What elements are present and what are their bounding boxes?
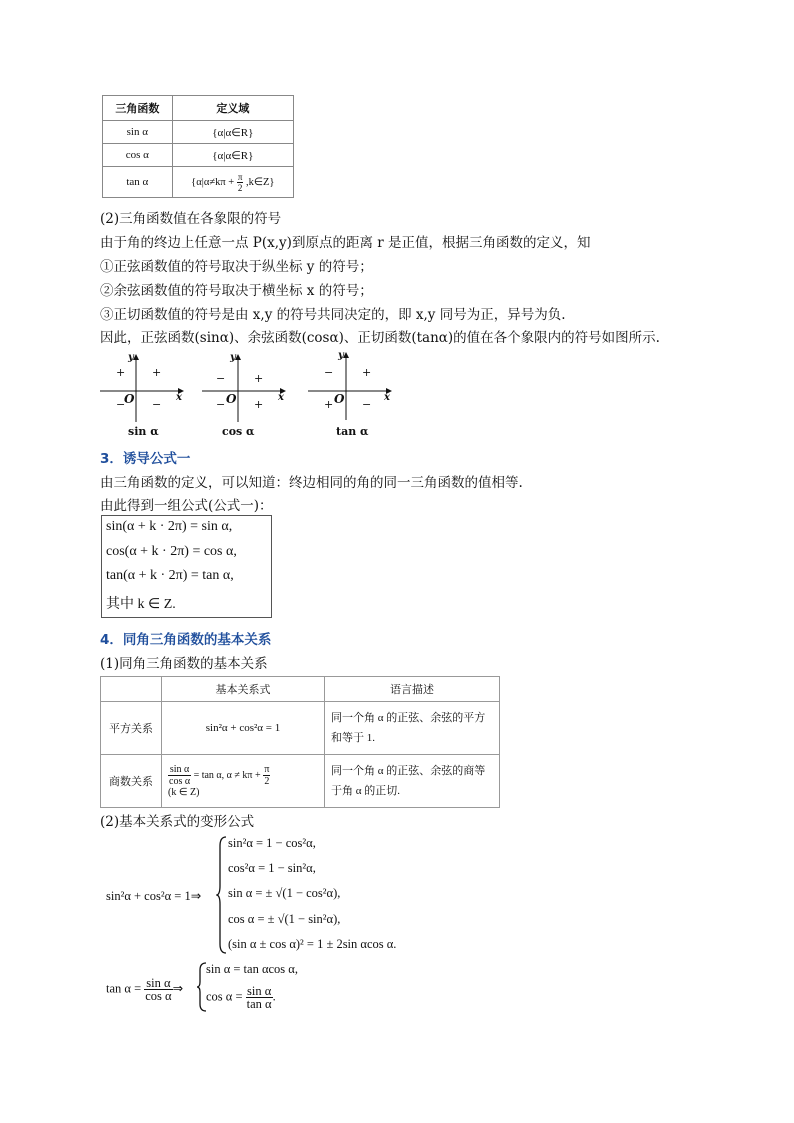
formula-line: tan(α + k · 2π) = tan α, [106, 568, 234, 583]
quadrant-3-sign: − [116, 398, 126, 411]
table-cell: cos α [103, 144, 173, 167]
section-heading [100, 447, 190, 467]
frac-num: sin α [246, 984, 272, 998]
variant-item: cos²α = 1 − sin²α, [228, 861, 316, 875]
tan-sign-diagram [306, 350, 396, 440]
domain-table [102, 95, 294, 198]
lhs-pre: tan α = [106, 981, 142, 996]
diagram-caption: sin α [128, 425, 159, 438]
paragraph-line: ③正切函数值的符号是由 x,y 的符号共同决定的，即 x,y 同号为正，异号为负. [100, 307, 566, 323]
basic-relations-table [100, 676, 500, 808]
variant-item: cos α = ± √(1 − sin²α), [228, 912, 341, 926]
quotient-fraction [168, 764, 191, 787]
table-cell: {α|α∈R} [172, 144, 293, 167]
paragraph-line: 由此得到一组公式(公式一)： [100, 498, 273, 514]
table-cell: tan α [103, 167, 173, 198]
table-cell: 同一个角 α 的正弦、余弦的商等于角 α 的正切. [325, 755, 500, 808]
section-subtitle: (2)三角函数值在各象限的符号 [100, 211, 282, 227]
section-subtitle: (2)基本关系式的变形公式 [100, 814, 255, 830]
frac-num: sin α [144, 977, 172, 990]
diagram-caption: tan α [336, 425, 369, 438]
formula-line: sin(α + k · 2π) = sin α, [106, 519, 233, 534]
origin-label: O [334, 392, 345, 406]
domain-pre: {α|α≠kπ + [191, 176, 235, 188]
section-title: 同角三角函数的基本关系 [122, 632, 272, 648]
table-cell: 同一个角 α 的正弦、余弦的平方和等于 1. [325, 702, 500, 755]
frac-num: π [237, 171, 243, 182]
left-brace [216, 836, 228, 954]
y-axis-label: y [338, 350, 344, 361]
formula-box [101, 515, 272, 618]
frac-den: 2 [237, 182, 243, 193]
quotient-condition: (k ∈ Z) [168, 787, 200, 798]
formula-line: 其中 k ∈ Z. [106, 596, 176, 612]
quadrant-3-sign: − [216, 398, 226, 411]
paragraph-line: 由三角函数的定义，可以知道：终边相同的角的同一三角函数的值相等. [100, 475, 523, 491]
table-cell [172, 167, 293, 198]
paragraph-line: ①正弦函数值的符号取决于纵坐标 y 的符号； [100, 259, 373, 275]
quadrant-4-sign: − [152, 398, 162, 411]
x-axis-label: x [384, 392, 390, 403]
table-header [101, 677, 162, 702]
section-subtitle: (1)同角三角函数的基本关系 [100, 656, 268, 672]
section-heading [100, 628, 271, 648]
table-cell: sin²α + cos²α = 1 [162, 702, 325, 755]
item-pre: cos α = [206, 989, 243, 1004]
section-number: 4． [100, 632, 123, 648]
quadrant-1-sign: + [152, 366, 162, 379]
origin-label: O [124, 392, 135, 406]
frac-den: tan α [246, 997, 272, 1011]
formula-line: cos(α + k · 2π) = cos α, [106, 543, 237, 559]
domain-post: ,k∈Z} [245, 176, 275, 188]
table-cell: sin α [103, 121, 173, 144]
table-cell [162, 755, 325, 808]
axes-graphic [200, 352, 290, 427]
variant-item: sin α = tan αcos α, [206, 962, 298, 976]
sin-sign-diagram [98, 352, 188, 442]
paragraph-line: 因此，正弦函数(sinα)、余弦函数(cosα)、正切函数(tanα)的值在各个象限内的符号如图所示. [100, 330, 660, 346]
paragraph-line: ②余弦函数值的符号取决于横坐标 x 的符号； [100, 283, 373, 299]
quadrant-3-sign: + [324, 398, 334, 411]
cos-fraction [246, 985, 273, 1010]
frac-num: sin α [169, 764, 190, 775]
paragraph-line: 由于角的终边上任意一点 P(x,y)到原点的距离 r 是正值，根据三角函数的定义，知 [100, 235, 591, 251]
table-cell: 商数关系 [101, 755, 162, 808]
y-axis-label: y [128, 352, 134, 363]
frac-den: 2 [264, 776, 270, 787]
y-axis-label: y [230, 352, 236, 363]
tan-fraction [144, 977, 172, 1002]
section-number: 3． [100, 451, 123, 467]
tan-variant-lhs [106, 977, 183, 1002]
table-header: 语言描述 [325, 677, 500, 702]
item-post: . [272, 989, 276, 1004]
table-header: 基本关系式 [162, 677, 325, 702]
pi-over-2-fraction [237, 172, 244, 193]
axes-graphic [98, 352, 188, 427]
quadrant-4-sign: − [362, 398, 372, 411]
quadrant-1-sign: + [362, 366, 372, 379]
frac-den: cos α [145, 989, 172, 1003]
variant-item [206, 985, 276, 1010]
variant-item: sin α = ± √(1 − cos²α), [228, 886, 341, 900]
table-cell: {α|α∈R} [172, 121, 293, 144]
axes-graphic [306, 350, 396, 425]
quadrant-2-sign: − [216, 372, 226, 385]
quadrant-1-sign: + [254, 372, 264, 385]
variant-item: (sin α ± cos α)² = 1 ± 2sin αcos α. [228, 937, 397, 951]
x-axis-label: x [278, 392, 284, 403]
quotient-mid: = tan α, α ≠ kπ + [191, 770, 261, 782]
table-cell: 平方关系 [101, 702, 162, 755]
quadrant-2-sign: − [324, 366, 334, 379]
implies-arrow: ⇒ [172, 981, 184, 996]
pi-over-2-fraction [263, 764, 270, 787]
section-title: 诱导公式一 [122, 451, 191, 467]
frac-den: cos α [169, 776, 191, 787]
variant-item: sin²α = 1 − cos²α, [228, 836, 316, 850]
variant-lhs: sin²α + cos²α = 1⇒ [106, 889, 202, 903]
origin-label: O [226, 392, 237, 406]
x-axis-label: x [176, 392, 182, 403]
cos-sign-diagram [200, 352, 290, 442]
quadrant-2-sign: + [116, 366, 126, 379]
table-header: 定义域 [172, 96, 293, 121]
frac-num: π [264, 764, 270, 775]
table-header: 三角函数 [103, 96, 173, 121]
quadrant-4-sign: + [254, 398, 264, 411]
diagram-caption: cos α [222, 425, 255, 438]
